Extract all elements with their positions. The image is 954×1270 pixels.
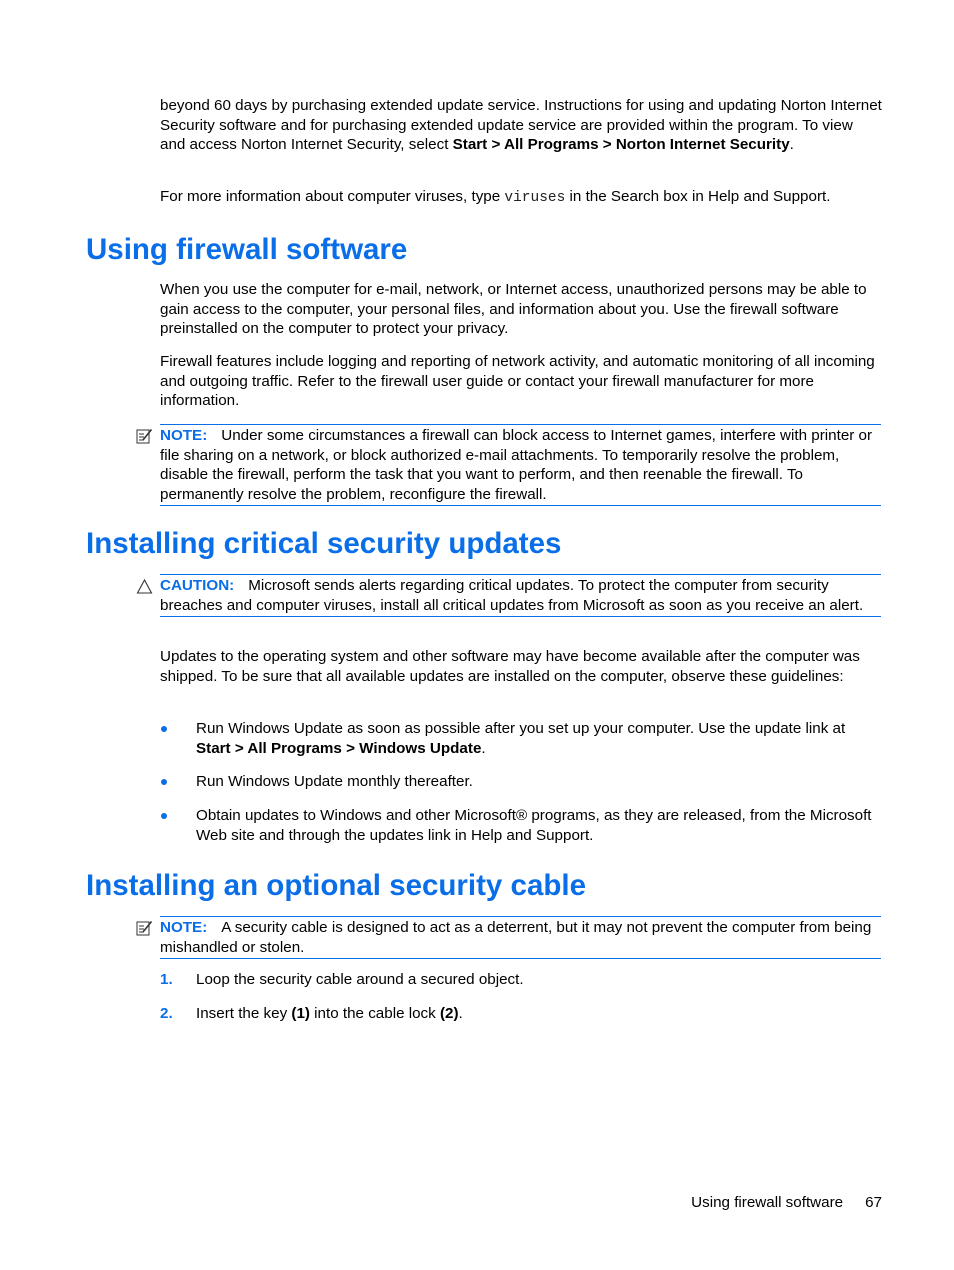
firewall-paragraph-2: Firewall features include logging and reporting of network activity, and automatic monitoring of all incoming and outgoing traffic. Refer to the firewall user guide or contact your firewall manufacturer for more information. xyxy=(160,353,875,409)
updates-paragraph: Updates to the operating system and other software may have become available after the computer was shipped. To be sure that all available updates are installed on the computer, observe these guidelines: xyxy=(160,648,860,685)
caution-callout xyxy=(160,574,881,617)
bullet-item-3: Obtain updates to Windows and other Microsoft® programs, as they are released, from the Microsoft Web site and through the updates link in Help and Support. xyxy=(196,807,872,844)
step-item-2 xyxy=(196,1004,882,1024)
bullet-item-2: Run Windows Update monthly thereafter. xyxy=(196,773,473,790)
footer-section-title: Using firewall software xyxy=(691,1194,844,1211)
caution-text: Microsoft sends alerts regarding critical updates. To protect the computer from security breaches and computer viruses, install all critical updates from Microsoft as soon as you receive an alert. xyxy=(160,577,864,614)
bullet-item-1 xyxy=(196,719,882,758)
note-text: Under some circumstances a firewall can block access to Internet games, interfere with printer or file sharing on a network, or block authorized e-mail attachments. To temporarily resolve the problem, disable the firewall, perform the task that you want to perform, and then reenable the firewall. To permanently resolve the problem, reconfigure the firewall. xyxy=(160,427,873,503)
note-text: A security cable is designed to act as a deterrent, but it may not prevent the computer from being mishandled or stolen. xyxy=(160,919,872,956)
note-label: NOTE: xyxy=(160,919,208,936)
code-term: viruses xyxy=(504,190,566,206)
intro-period: . xyxy=(789,136,794,153)
menu-path: Start > All Programs > Norton Internet Security xyxy=(452,136,790,153)
bullet-text: Run Windows Update as soon as possible after you set up your computer. Use the update link at xyxy=(196,720,846,737)
caution-label: CAUTION: xyxy=(160,577,235,594)
caution-triangle-icon xyxy=(136,578,153,595)
callout-lock: (2) xyxy=(439,1005,459,1022)
note-callout-firewall xyxy=(160,424,881,506)
note-label: NOTE: xyxy=(160,427,208,444)
note-pencil-icon xyxy=(136,920,153,937)
page-number: 67 xyxy=(865,1194,882,1211)
step-text: into the cable lock xyxy=(309,1005,440,1022)
bullet-marker xyxy=(160,812,168,820)
note-callout-cable xyxy=(160,916,881,959)
section-heading-updates: Installing critical security updates xyxy=(86,527,562,560)
step-number: 2. xyxy=(160,1005,173,1022)
intro-paragraph-2 xyxy=(160,187,882,209)
step-number: 1. xyxy=(160,971,173,988)
step-item-1: Loop the security cable around a secured object. xyxy=(196,971,524,988)
intro-paragraph-1 xyxy=(160,96,882,155)
section-heading-firewall: Using firewall software xyxy=(86,233,408,266)
menu-path: Start > All Programs > Windows Update xyxy=(196,739,482,757)
section-heading-cable: Installing an optional security cable xyxy=(86,869,586,902)
callout-key: (1) xyxy=(291,1005,310,1022)
step-period: . xyxy=(458,1005,463,1022)
bullet-marker xyxy=(160,778,168,786)
note-pencil-icon xyxy=(136,428,153,445)
firewall-paragraph-1: When you use the computer for e-mail, network, or Internet access, unauthorized persons may be able to gain access to the computer, your personal files, and information about you. Use the firewall software preinstalled on the computer to protect your privacy. xyxy=(160,281,867,337)
bullet-marker xyxy=(160,725,168,733)
intro-text: beyond 60 days by purchasing extended update service. Instructions for using and updating Norton Internet Security software and for purchasing extended update service are provided within the program. To view and access Norton Internet Security, select xyxy=(160,97,882,153)
step-text: Insert the key xyxy=(196,1005,292,1022)
intro-text-2b: in the Search box in Help and Support. xyxy=(565,188,831,205)
bullet-period: . xyxy=(481,739,486,757)
page-footer xyxy=(691,1193,882,1213)
intro-text-2a: For more information about computer viruses, type xyxy=(160,188,505,205)
